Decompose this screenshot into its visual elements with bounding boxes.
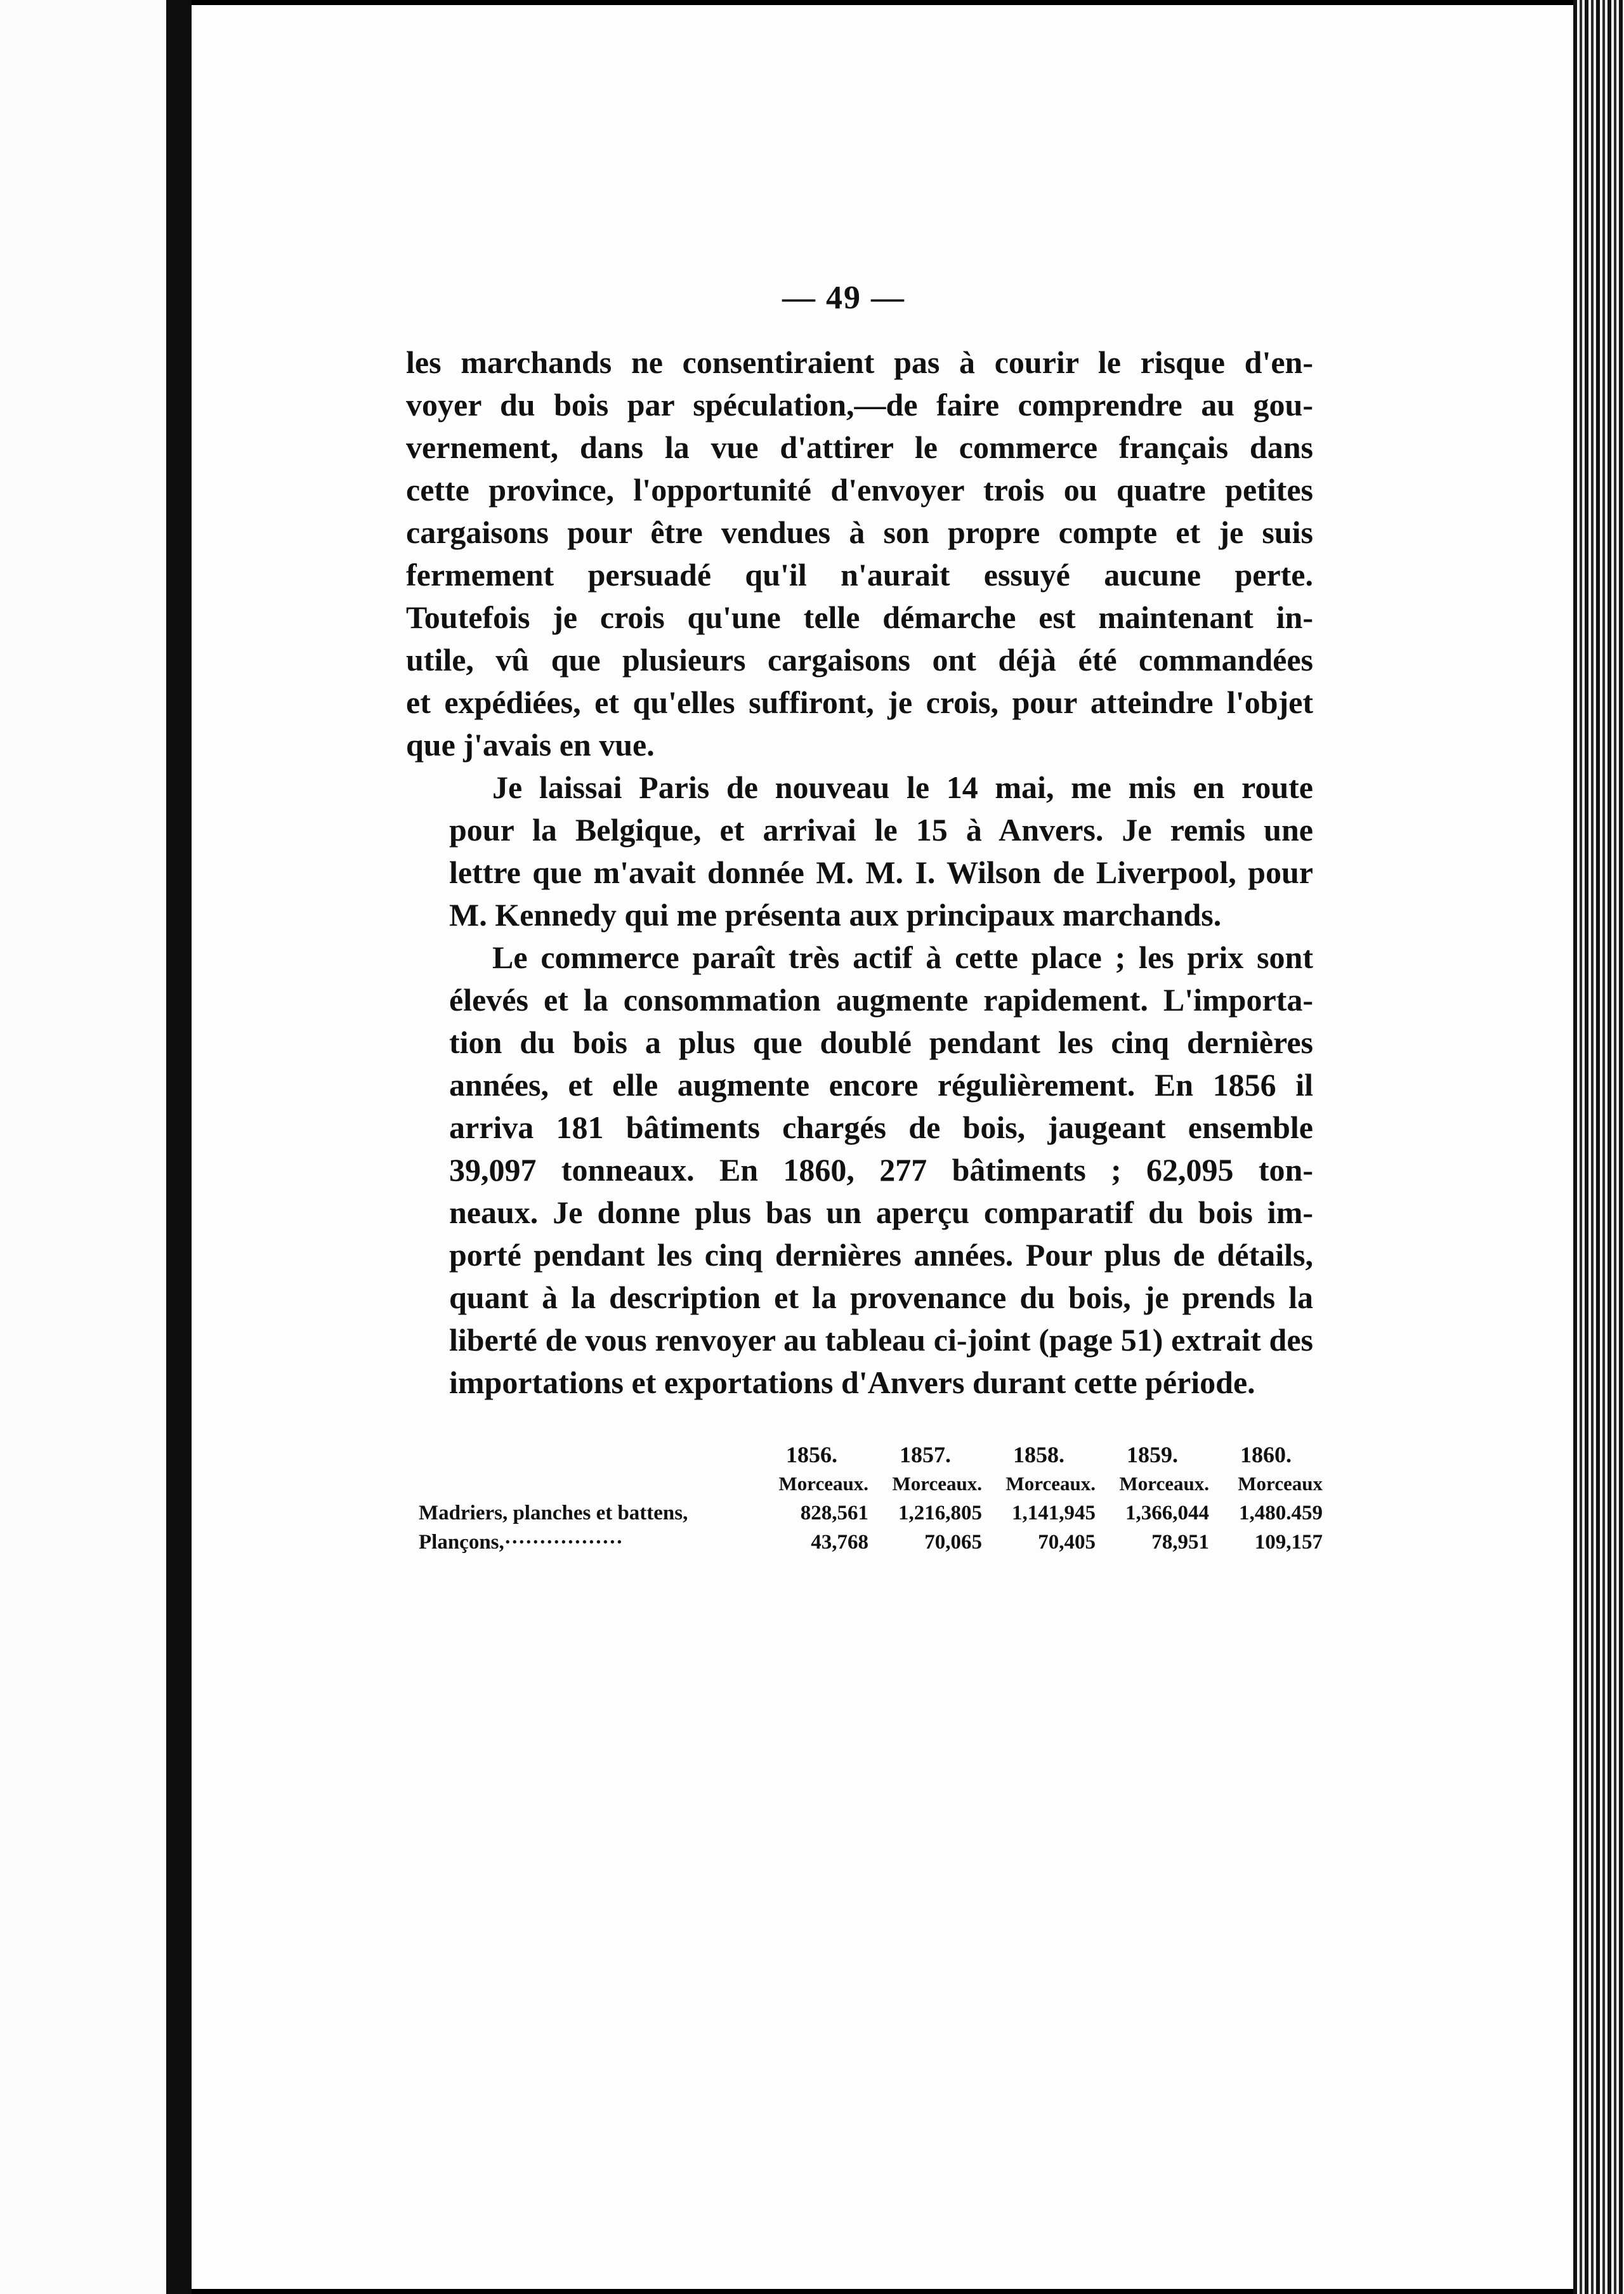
year-header: 1857. — [900, 1442, 951, 1467]
table-cell: 1,480.459 — [1239, 1501, 1323, 1524]
text-line: pour la Belgique, et arrivai le 15 à Anvers. Je remis une — [449, 812, 1313, 848]
table-cell: 43,768 — [811, 1530, 868, 1554]
text-line: tion du bois a plus que doublé pendant les cinq dernières — [449, 1025, 1313, 1060]
paragraph-3 — [406, 936, 1313, 1404]
text-line: porté pendant les cinq dernières années. Pour plus de détails, — [449, 1237, 1313, 1273]
text-line: années, et elle augmente encore régulièrement. En 1856 il — [449, 1067, 1313, 1103]
text-line: Je laissai Paris de nouveau le 14 mai, me mis en route — [492, 770, 1313, 805]
page-number: — 49 — — [782, 280, 905, 316]
year-header: 1860. — [1240, 1442, 1292, 1467]
table-header-years — [419, 1440, 1323, 1469]
text-line: cargaisons pour être vendues à son propre compte et je suis — [406, 515, 1313, 550]
table-cell: 70,065 — [924, 1530, 982, 1554]
page-edge — [1573, 0, 1624, 2294]
paragraph-1 — [406, 341, 1313, 766]
text-line: que j'avais en vue. — [406, 727, 655, 763]
text-line: Toutefois je crois qu'une telle démarche est maintenant in- — [406, 600, 1313, 635]
paragraph-2 — [406, 766, 1313, 936]
table-cell: 828,561 — [800, 1501, 868, 1524]
year-header: 1859. — [1127, 1442, 1178, 1467]
text-line: et expédiées, et qu'elles suffiront, je crois, pour atteindre l'objet — [406, 685, 1313, 720]
row-label: Plançons,················· — [419, 1530, 623, 1554]
text-line: utile, vû que plusieurs cargaisons ont déjà été commandées — [406, 642, 1313, 678]
table-row — [419, 1498, 1323, 1528]
body-text — [406, 341, 1313, 1404]
unit-header: Morceaux. — [892, 1472, 982, 1495]
table-header-units — [419, 1469, 1323, 1498]
timber-import-table — [419, 1440, 1323, 1557]
unit-header: Morceaux — [1238, 1472, 1323, 1495]
text-line: neaux. Je donne plus bas un aperçu comparatif du bois im- — [449, 1195, 1313, 1230]
text-line: cette province, l'opportunité d'envoyer trois ou quatre petites — [406, 472, 1313, 508]
text-line: Le commerce paraît très actif à cette place ; les prix sont — [492, 940, 1313, 975]
table-cell: 109,157 — [1254, 1530, 1323, 1554]
table-cell: 78,951 — [1151, 1530, 1209, 1554]
unit-header: Morceaux. — [1119, 1472, 1209, 1495]
text-line: M. Kennedy qui me présenta aux principaux marchands. — [449, 897, 1222, 933]
text-line: voyer du bois par spéculation,—de faire comprendre au gou- — [406, 387, 1313, 423]
text-line: fermement persuadé qu'il n'aurait essuyé aucune perte. — [406, 557, 1313, 593]
year-header: 1858. — [1013, 1442, 1064, 1467]
table-row — [419, 1528, 1323, 1557]
text-line: importations et exportations d'Anvers durant cette période. — [449, 1365, 1255, 1400]
text-line: liberté de vous renvoyer au tableau ci-joint (page 51) extrait des — [449, 1322, 1313, 1358]
text-line: 39,097 tonneaux. En 1860, 277 bâtiments ; 62,095 ton- — [449, 1152, 1313, 1188]
left-margin — [0, 0, 166, 2294]
table-cell: 1,366,044 — [1125, 1501, 1209, 1524]
year-header: 1856. — [786, 1442, 837, 1467]
row-label: Madriers, planches et battens, — [419, 1501, 688, 1524]
text-line: les marchands ne consentiraient pas à courir le risque d'en- — [406, 344, 1313, 380]
table-cell: 1,216,805 — [898, 1501, 982, 1524]
unit-header: Morceaux. — [778, 1472, 868, 1495]
table-cell: 70,405 — [1038, 1530, 1096, 1554]
text-line: arriva 181 bâtiments chargés de bois, jaugeant ensemble — [449, 1110, 1313, 1145]
text-line: quant à la description et la provenance du bois, je prends la — [449, 1280, 1313, 1315]
text-line: lettre que m'avait donnée M. M. I. Wilson de Liverpool, pour — [449, 855, 1313, 890]
table-cell: 1,141,945 — [1012, 1501, 1096, 1524]
unit-header: Morceaux. — [1005, 1472, 1096, 1495]
text-line: élevés et la consommation augmente rapidement. L'importa- — [449, 982, 1313, 1018]
text-line: vernement, dans la vue d'attirer le commerce français dans — [406, 429, 1313, 465]
binding-gutter — [166, 0, 192, 2294]
